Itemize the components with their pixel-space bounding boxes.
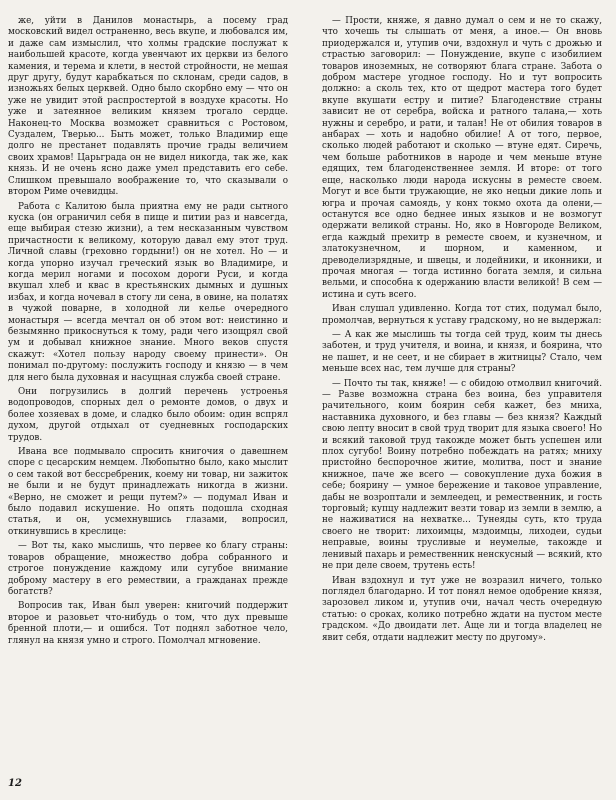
paragraph: Они погрузились в долгий перечень устроенья водопроводов, спорных дел о ремонте домов, о двух и более хозяевах в доме, и сладко было обоим: один вспрял духом, другой отдыхал от суедневных господарских трудов. [8, 387, 288, 443]
paragraph: — Почто ты так, княже! — с обидою отмолвил книгочий.— Разве возможна страна без воина, без управителя рачительного, коим боярин себя кажет, без мниха, наставника духовного, и без главы — без князя? Каждый свою лепту вносит в свой труд творит для языка своего! Но и всякий таковой труд такожде может быть успешен или плох сугубо! Воину потребно побеждать на ратях; мниху пристойно беспорочное житие, молитва, пост и знание книжное, паче же всего — совокупление духа божия в себе; боярину — умное бережение и таковое управление, дабы не возроптали и землеедец, и ремественник, и гость торговый; купцу надлежит везти товар из земли в землю, а не наживатися на нехватке... Тунеяды суть, кто труда своего не творит: лихоимцы, мздоимцы, лиходеи, судьи неправые, воины трусливые и неумелые, такожде и ленивый пахарь и ремественник ненскусный — всякий, кто не при деле своем, трутень есть! [322, 378, 602, 572]
paragraph: Иван вздохнул и тут уже не возразил ничего, только поглядел благодарно. И тот понял немое одобрение князя, зарозовел ликом и, утупив очи, начал честь очередную статью: о сроках, колико потребно ждати на пустом месте градском. «До двоидати лет. Аще ли и тогда владелец не явит себя, отдати надлежит месту по другому». [322, 575, 602, 643]
paragraph: — Вот ты, како мыслишь, что первее ко благу страны: товаров обращение, множество добра собранного и строгое понуждение каждому или сугубое внимание доброму мастеру в его ремествии, а гражданах прежде богатств? [8, 541, 288, 597]
paragraph: Иван слушал удивленно. Когда тот стих, подумал было, промолчав, вернуться к уставу градскому, но не выдержал: [322, 304, 602, 326]
right-column [322, 16, 602, 768]
paragraph: Работа с Калитою была приятна ему не ради сытного куска (он ограничил себя в пище и питии раз и навсегда, еще выбирая стезю жизни), а тем несказанным чувством причастности к великому, которую давал ему этот труд. Личной славы (греховно гордыни!) он не хотел. Но — и когда упорно изучал греческий язык во Владимире, и когда мерил ногами и посохом дороги Руси, и когда вкушал хлеб и квас в крестьянских дымных и душных избах, и когда ночевал в стогу ли сена, в овине, на полатях в чужой поварне, в холодной ли келье очередного монастыря — всегда мечтал он об этом вот: неистинно и безымянно прикоснуться к тому, ради чего изощрял свой ум и добывал книжное знание. Много веков спустя скажут: «Хотел пользу народу своему принести». Он понимал по-другому: послужить господу и князю — в чем для него была духовная и насущная служба своей стране. [8, 201, 288, 383]
paragraph: Вопросив так, Иван был уверен: книгочий поддержит второе и разовьет что-нибудь о том, что дух превыше бренной плоти,— и ошибся. Тот поднял заботное чело, глянул на князя умно и строго. Помолчал мгновение. [8, 601, 288, 646]
paragraph: Ивана все подмывало спросить книгочия о давешнем споре с цесарским немцем. Любопытно было, како мыслит о сем такой вот бессребреник, коему ни товар, ни зажиток не были и не будут принадлежать никогда в жизни. «Верно, не сможет и рещи путем?» — подумал Иван и было подавил искушение. Но опять подошла сходная статья, и он, усмехнувшись глазами, вопросил, откинувшись в креслице: [8, 447, 288, 537]
paragraph: — А как же мыслишь ты тогда сей труд, коим ты днесь заботен, и труд учителя, и воина, и князя, и боярина, что не пашет, и не сеет, и не сбирает в житницы? Стало, чем меньше всех нас, тем лучше для страны? [322, 329, 602, 375]
paragraph: — Прости, княже, я давно думал о сем и не то скажу, что хочешь ты слышать от меня, а иное.— Он вновь приодержался и, утупив очи, вздохнул и чуть с дрожью и страстью заговорил: — Понуждение, вкупе с изобилием товаров иноземных, не сотворяют блага стране. Забота о добром мастере угодное господу. Но и тут вопросить должно: а сколь тех, кто от щедрот мастера того будет вкупе вкушати естру и питие? Благоденствие страны зависит не от серебра, войска и ратного талана,— хоть нужны и серебро, и рати, и талан! Не от обилия товаров в анбарах — хоть и надобно обилие! А от того, первое, сколько людей работают и сколько — втуне едят. Сиречь, чем больше работников в народе и чем меньше втуне едящих, тем благоденственнее земля. И вторе: от того еще, насколько люди народа искусны в реместе своем. Могут и все быти тружающие, не яко нецыи дикие лопь и югра и прочая самоядь, у конх токмо охота да олени,— останутся все одно беднее иных языков и не возмогут одержати великой страны. Но, яко в Новгороде Великом, егда каждый прехитр в реместе своем, и кузнечном, и златокузнечном, и шорном, и каменном, и древоделизрядные, и швецы, и лодейники, и иконники, и прочая многая — тогда истинно богата земля, и сильна вельми, и способна к одержанию власти великой! В сем — истина и суть всего. [322, 16, 602, 300]
page-number: 12 [8, 778, 22, 789]
left-column [8, 16, 288, 768]
paragraph: же, уйти в Данилов монастырь, а посему град московский видел остраненно, весь вкупе, и любовался им, и даже сам измыслил, что холмы градские послужат к наибольшей красоте, когда увенчают их церкви из белого камения, и терема и клети, в нестой стройности, не мешая друг другу, будут карабкаться по склонам, среди садов, в изножьях белых церквей. Одно было скорбно ему — что он уже не увидит этой распростертой в воздухе красоты. Но уже и затеянное великим князем трогало сердце. Наконец-то Москва возможет сравниться с Ростовом, Суздалем, Тверью... Быть может, только Владимир еще долго не престанет подавлять прочие грады величием своих храмов! Царьграда он не видел никогда, так же, как князь. И не очень ясно даже умел представить его себе. Слишком превышало воображение то, что сказывали о втором Риме очевидцы. [8, 16, 288, 198]
